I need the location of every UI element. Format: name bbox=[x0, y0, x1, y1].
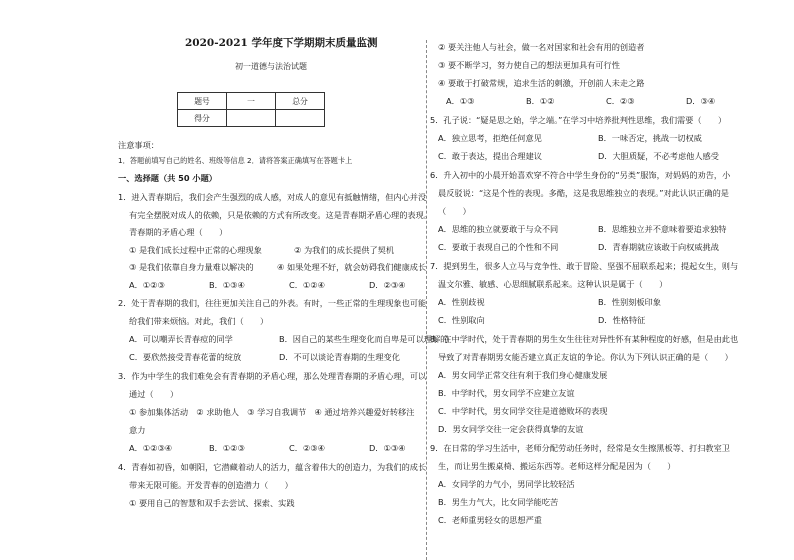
option: D．③④ bbox=[686, 96, 716, 106]
q8-stem: 8．在中学时代，处于青春期的男生女生往往对异性怀有某种程度的好感，但是由此也 bbox=[430, 334, 739, 344]
q6-stem: （ ） bbox=[438, 206, 471, 216]
option: B．因自己的某些生理变化而自卑是可以理解的 bbox=[279, 334, 449, 344]
section-heading: 一、选择题（共 50 小题） bbox=[118, 173, 217, 183]
option: C．②③ bbox=[606, 96, 635, 106]
option: A．①②③④ bbox=[129, 443, 173, 453]
option: D．青春期就应该敢于向权威挑战 bbox=[598, 242, 719, 252]
option: C．性别取向 bbox=[438, 315, 485, 325]
option: A．可以嘲弄长青春痘的同学 bbox=[129, 334, 233, 344]
q1-stem: 1．进入青春期后，我们会产生强烈的成人感，对成人的意见有抵触情绪，但内心并没 bbox=[118, 192, 427, 202]
option: D．不可以谈论青春期的生理变化 bbox=[279, 352, 400, 362]
q7-stem: 7．提到男生，很多人立马与竞争性、敢于冒险、坚强不屈联系起来；提起女生，则与 bbox=[430, 261, 739, 271]
q8-option: D．男女同学交往一定会获得真挚的友谊 bbox=[438, 424, 584, 434]
q4-statement: ① 要用自己的智慧和双手去尝试、探索、实践 bbox=[129, 498, 295, 508]
q9-stem: 9．在日常的学习生活中，老师分配劳动任务时，经常是女生擦黑板等、打扫教室卫 bbox=[430, 443, 730, 453]
q4-stem: 4．青春如初昏，如朝阳，它潜藏着动人的活力，蕴含着伟大的创造力，为我们的成长 bbox=[118, 462, 427, 472]
q7-stem: 温文尔雅、敏感、心思细腻联系起来。这种认识是属于（ ） bbox=[438, 279, 668, 289]
q2-stem: 2．处于青春期的我们，往往更加关注自己的外表。有时，一些正常的生理现象也可能 bbox=[118, 298, 427, 308]
statement: ③ 是我们依靠自身力量难以解决的 bbox=[129, 262, 254, 272]
option: B．性别刻板印象 bbox=[598, 297, 661, 307]
q8-stem: 导致了对青春期男女能否建立真正友谊的争论。你认为下列认识正确的是（ ） bbox=[438, 352, 733, 362]
q9-option: C．老师重男轻女的思想严重 bbox=[438, 515, 542, 525]
q6-stem: 6．升入初中的小晨开始喜欢穿不符合中学生身份的“另类”服饰，对妈妈的劝告，小 bbox=[430, 170, 731, 180]
exam-title: 2020-2021 学年度下学期期末质量监测 bbox=[185, 37, 378, 49]
q2-stem: 给我们带来烦恼。对此，我们（ ） bbox=[129, 316, 269, 326]
score-table bbox=[177, 92, 325, 127]
q3-stem: 3．作为中学生的我们难免会有青春期的矛盾心理，那么处理青春期的矛盾心理，可以 bbox=[118, 371, 427, 381]
score-cell bbox=[276, 110, 325, 127]
q1-stem: 青春期的矛盾心理（ ） bbox=[129, 227, 228, 237]
notice-body: 1．答题前填写自己的姓名、班级等信息 2．请将答案正确填写在答题卡上 bbox=[118, 156, 353, 165]
option: C．要敢于表现自己的个性和不同 bbox=[438, 242, 559, 252]
q9-stem: 生，而让男生搬桌椅、搬运东西等。老师这样分配是因为（ ） bbox=[438, 461, 676, 471]
option: D．①③④ bbox=[369, 443, 406, 453]
q4-statement: ② 要关注他人与社会，做一名对国家和社会有用的创造者 bbox=[438, 42, 645, 52]
option: C．敢于表达，提出合理建议 bbox=[438, 151, 542, 161]
q4-statement: ③ 要不断学习，努力使自己的想法更加具有可行性 bbox=[438, 60, 620, 70]
q3-statements: ① 参加集体活动 ② 求助他人 ③ 学习自我调节 ④ 通过培养兴趣爱好转移注 bbox=[129, 407, 415, 417]
option: B．①② bbox=[526, 96, 555, 106]
option: A．性别歧视 bbox=[438, 297, 485, 307]
score-cell: 总分 bbox=[276, 93, 325, 110]
q8-option: A．男女同学正常交往有利于我们身心健康发展 bbox=[438, 370, 608, 380]
option: D．性格特征 bbox=[598, 315, 646, 325]
q8-option: C．中学时代，男女同学交往是道德败坏的表现 bbox=[438, 406, 608, 416]
q3-stem: 通过（ ） bbox=[129, 389, 179, 399]
q9-option: B．男生力气大，比女同学能吃苦 bbox=[438, 497, 559, 507]
option: D．大胆质疑，不必考虑他人感受 bbox=[598, 151, 719, 161]
q9-option: A．女同学的力气小，男同学比较轻活 bbox=[438, 479, 575, 489]
statement: ④ 如果处理不好，就会妨碍我们健康成长 bbox=[277, 262, 427, 272]
score-cell: 得分 bbox=[178, 110, 227, 127]
statement: ② 为我们的成长提供了契机 bbox=[294, 245, 395, 255]
option: C．②③④ bbox=[289, 443, 325, 453]
option: A．独立思考，拒绝任何意见 bbox=[438, 133, 542, 143]
score-cell: 题号 bbox=[178, 93, 227, 110]
q4-statement: ④ 要敢于打破常规，追求生活的刺激，开创前人未走之路 bbox=[438, 78, 645, 88]
option: A．思维的独立就要敢于与众不同 bbox=[438, 224, 559, 234]
score-cell: 一 bbox=[227, 93, 276, 110]
option: B．①③④ bbox=[209, 280, 245, 290]
q4-stem: 带来无限可能。开发青春的创造潜力（ ） bbox=[129, 480, 293, 490]
notice-title: 注意事项： bbox=[118, 140, 159, 150]
statement: ① 是我们成长过程中正常的心理现象 bbox=[129, 245, 262, 255]
score-cell bbox=[227, 110, 276, 127]
option: A．①②③ bbox=[129, 280, 165, 290]
q5-stem: 5．孔子说：“疑是思之始，学之端。”在学习中培养批判性思维，我们需要（ ） bbox=[430, 115, 727, 125]
option: D．②③④ bbox=[369, 280, 406, 290]
option: B．①②③ bbox=[209, 443, 245, 453]
q6-stem: 晨反驳说：“这是个性的表现。多酷，这是我思维独立的表现。”对此认识正确的是 bbox=[438, 188, 729, 198]
q8-option: B．中学时代，男女同学不应建立友谊 bbox=[438, 388, 575, 398]
q1-stem: 有完全摆脱对成人的依赖，只是依赖的方式有所改变。这是青春期矛盾心理的表现。 bbox=[129, 210, 432, 220]
option: A．①③ bbox=[446, 96, 475, 106]
option: B．一味否定，挑战一切权威 bbox=[598, 133, 702, 143]
option: C．①②④ bbox=[289, 280, 325, 290]
q3-statements: 意力 bbox=[129, 425, 146, 435]
option: B．思维独立并不意味着要追求独特 bbox=[598, 224, 727, 234]
option: C．要欣然接受青春花蕾的绽放 bbox=[129, 352, 242, 362]
exam-subtitle: 初一道德与法治试题 bbox=[235, 62, 307, 71]
